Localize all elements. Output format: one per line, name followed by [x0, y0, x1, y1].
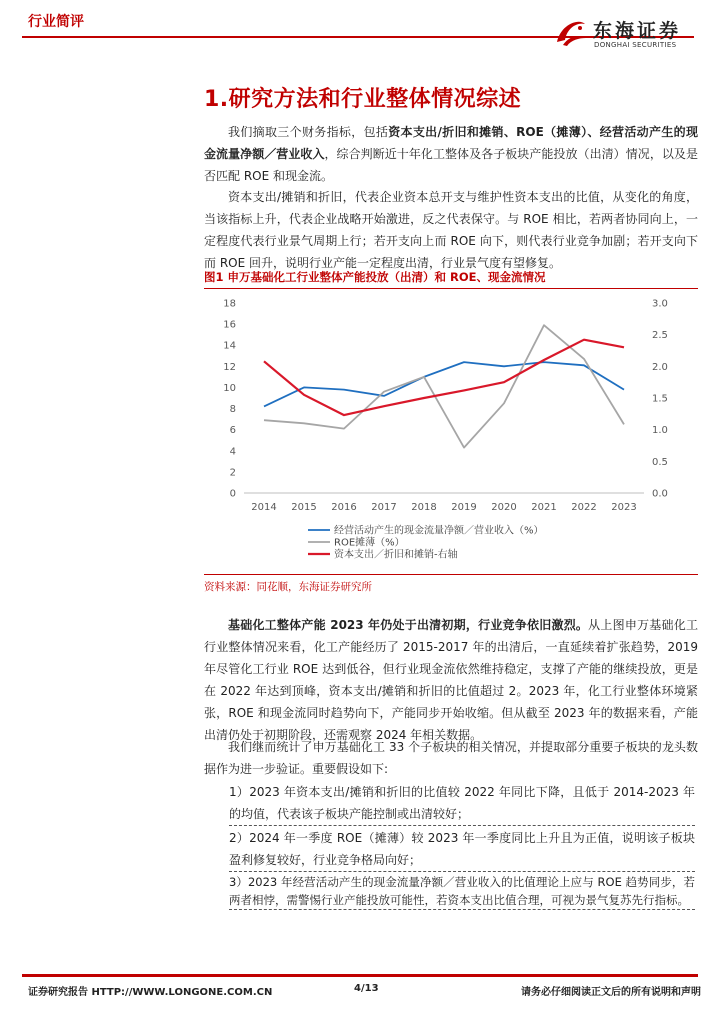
y-right-tick-label: 2.0: [652, 361, 668, 373]
y-left-tick-label: 4: [229, 446, 236, 458]
intro-p1-end: ，综合判断近十年化工整体及各子板块产能投放（出清）情况，以及是否匹配 ROE 和现金流。: [204, 147, 698, 183]
y-right-tick-label: 2.5: [652, 330, 668, 342]
series-line-1: [264, 362, 624, 406]
x-tick-label: 2014: [251, 502, 277, 513]
x-tick-label: 2023: [611, 502, 637, 513]
footer-site: 证券研究报告 HTTP://WWW.LONGONE.COM.CN: [28, 987, 273, 998]
x-tick-label: 2021: [531, 502, 557, 513]
logo-cn-text: 东海证券: [593, 20, 682, 42]
body-p3-bold: 基础化工整体产能 2023 年仍处于出清初期，行业竞争依旧激烈。: [228, 618, 589, 632]
y-right-tick-label: 0.0: [652, 488, 668, 500]
page-number: 4/13: [354, 983, 379, 994]
y-right-tick-label: 3.0: [652, 298, 668, 310]
hypothesis-2-text: 2）2024 年一季度 ROE（摊薄）较 2023 年一季度同比上升且为正值，说明该子板块盈利修复较好，行业竞争格局向好；: [229, 831, 695, 867]
y-left-tick-label: 2: [229, 467, 236, 479]
intro-p1-bold: 资本支出/折旧和摊销、ROE（摊薄）、经营活动产生的现金流量净额／营业收入: [204, 125, 698, 161]
hypothesis-1: [229, 781, 695, 826]
figure-title: 图1 申万基础化工行业整体产能投放（出清）和 ROE、现金流情况: [204, 270, 546, 284]
y-left-tick-label: 14: [223, 340, 236, 352]
body-p3-rest: 从上图申万基础化工行业整体情况来看，化工产能经历了 2015-2017 年的出清后，一直延续着扩张趋势，2019 年尽管化工行业 ROE 达到低谷，但行业现金流依然维持稳定，支撑了产能的继续投放，更是在 2022 年达到顶峰，资本支出/摊销和折旧的比值超过 2。2023 年，化工行业整体环境紧张，ROE 和现金流同时趋势向下，产能同步开始收缩。但从截至 2023 年的数据来看，产能出清仍处于初期阶段，还需观察 2024 年相关数据。: [204, 618, 698, 742]
header-tag: 行业简评: [28, 14, 84, 30]
legend-label-1: 经营活动产生的现金流量净额／营业收入（%）: [334, 525, 544, 537]
hypothesis-3-text: 3）2023 年经营活动产生的现金流量净额／营业收入的比值理论上应与 ROE 趋势同步，若两者相悖，需警惕行业产能投放可能性，若资本支出比值合理，可视为景气复苏先行指标。: [229, 875, 695, 907]
chart-legend: [308, 524, 544, 561]
legend-label-2: ROE摊薄（%）: [334, 537, 405, 549]
x-tick-label: 2022: [571, 502, 597, 513]
logo-mark-icon: [553, 14, 589, 50]
figure-top-rule: [204, 288, 698, 289]
x-tick-label: 2018: [411, 502, 437, 513]
x-tick-label: 2016: [331, 502, 357, 513]
series-line-2: [264, 325, 624, 447]
logo-en-text: DONGHAI SECURITIES: [594, 41, 677, 49]
line-chart: [204, 290, 698, 572]
y-left-tick-label: 8: [229, 404, 236, 416]
footer-disclaimer: 请务必仔细阅读正文后的所有说明和声明: [521, 987, 701, 998]
y-left-tick-label: 16: [223, 319, 236, 331]
chart-axes: [223, 299, 668, 514]
company-logo: [553, 14, 703, 54]
chart-series: [264, 325, 624, 447]
y-left-tick-label: 0: [229, 488, 236, 500]
y-left-tick-label: 10: [223, 382, 236, 394]
x-tick-label: 2019: [451, 502, 477, 513]
y-left-tick-label: 6: [229, 425, 236, 437]
y-left-tick-label: 12: [223, 361, 236, 373]
hypothesis-1-text: 1）2023 年资本支出/摊销和折旧的比值较 2022 年同比下降，且低于 2014-2023 年的均值，代表该子板块产能控制或出清较好；: [229, 785, 695, 821]
y-right-tick-label: 1.0: [652, 425, 668, 437]
x-tick-label: 2015: [291, 502, 317, 513]
footer-divider: [22, 974, 698, 977]
body-paragraph-1: [204, 614, 698, 746]
intro-paragraph-2: 资本支出/摊销和折旧，代表企业资本总开支与维护性资本支出的比值，从变化的角度，当该指标上升，代表企业战略开始激进，反之代表保守。与 ROE 相比，若两者协同向上，一定程度代表行业景气周期上行；若开支向上而 ROE 向下，则代表行业竞争加剧；若开支向下而 ROE 回升，说明行业产能一定程度出清，行业景气度有望修复。: [204, 190, 698, 270]
legend-label-3: 资本支出／折旧和摊销-右轴: [334, 549, 458, 561]
y-left-tick-label: 18: [223, 298, 236, 310]
y-right-tick-label: 0.5: [652, 456, 668, 468]
intro-p1-start: 我们摘取三个财务指标，包括: [228, 125, 389, 139]
series-line-3: [264, 340, 624, 415]
y-right-tick-label: 1.5: [652, 393, 668, 405]
figure-source: 资料来源：同花顺，东海证券研究所: [204, 581, 372, 593]
section-title: 1.研究方法和行业整体情况综述: [204, 87, 522, 112]
hypothesis-3: [229, 873, 695, 910]
hypothesis-2: [229, 827, 695, 872]
figure-bottom-rule: [204, 574, 698, 575]
x-tick-label: 2017: [371, 502, 397, 513]
intro-paragraph-1: [204, 121, 698, 187]
body-paragraph-2: 我们继而统计了申万基础化工 33 个子板块的相关情况，并提取部分重要子板块的龙头数据作为进一步验证。重要假设如下:: [204, 740, 698, 776]
x-tick-label: 2020: [491, 502, 517, 513]
